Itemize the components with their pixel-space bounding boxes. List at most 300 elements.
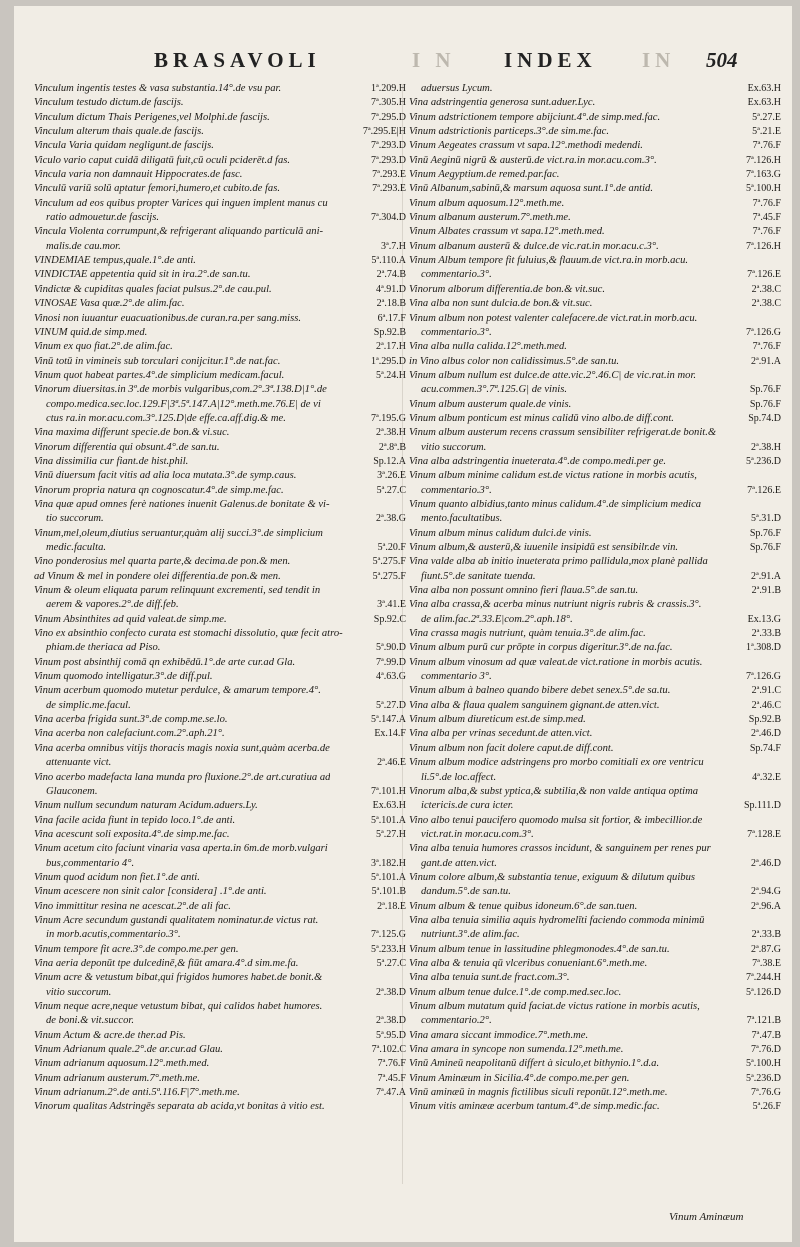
- entry-text: Vinum album aquosum.12°.meth.me.: [409, 197, 565, 209]
- index-entry: [34, 555, 406, 569]
- bleed-through-text: I N: [412, 48, 456, 72]
- entry-reference: Sp.92.C: [373, 613, 406, 625]
- entry-text: Vinum album tenue in lassitudine phlegmonodes.4°.de san.tu.: [409, 943, 670, 955]
- entry-text: VINOSAE Vasa quæ.2°.de alim.fac.: [34, 298, 185, 310]
- entry-text: Vino ponderosius mel quarta parte,& decima.de pon.& men.: [34, 556, 291, 568]
- entry-reference: [402, 842, 406, 856]
- entry-text: dandum.5°.de san.tu.: [421, 886, 511, 898]
- index-entry: [34, 268, 406, 282]
- entry-reference: [777, 656, 781, 670]
- entry-text: nutriunt.3°.de alim.fac.: [421, 929, 520, 941]
- entry-reference: 2ª.33.B: [751, 628, 781, 640]
- entry-reference: Sp.76.F: [749, 542, 781, 553]
- entry-reference: 4ª.91.D: [376, 283, 406, 295]
- entry-reference: 5ª.31.D: [751, 513, 781, 525]
- entry-text: Vinum Adrianum quale.2°.de ar.cur.ad Glau.: [34, 1044, 223, 1056]
- index-entry: [409, 484, 781, 498]
- index-entry: [34, 154, 406, 168]
- index-entry: [34, 857, 406, 871]
- index-entry: [409, 498, 781, 512]
- entry-reference: [402, 225, 406, 239]
- entry-text: ad Vinum & mel in pondere olei differentia.de pon.& men.: [34, 570, 281, 582]
- entry-reference: [777, 785, 781, 799]
- index-entry: [409, 283, 781, 297]
- index-entry: [409, 684, 781, 698]
- entry-reference: 7ª.126.E: [747, 269, 781, 281]
- index-entry: [409, 971, 781, 985]
- entry-text: Vinum album non facit dolere caput.de diff.cont.: [409, 742, 614, 754]
- entry-reference: [402, 1100, 406, 1114]
- entry-text: vict.rat.in mor.acu.com.3°.: [421, 828, 534, 840]
- index-entry: [409, 412, 781, 426]
- index-entry: [409, 986, 781, 1000]
- index-entry: [34, 96, 406, 110]
- index-entry: [34, 383, 406, 397]
- entry-text: Vinum Aegeates crassum vt sapa.12°.methodi medendi.: [409, 140, 643, 152]
- entry-reference: [777, 871, 781, 885]
- entry-text: Vinum album minus calidum dulci.de vinis.: [409, 527, 592, 539]
- index-entry: [409, 398, 781, 412]
- entry-text: Vinculum ingentis testes & vasa substantia.14°.de vsu par.: [34, 83, 282, 94]
- index-entry: [409, 670, 781, 684]
- entry-text: Vincula varia non damnauit Hippocrates.de fasc.: [34, 169, 243, 181]
- entry-reference: 7ª.293.E: [372, 169, 406, 181]
- entry-text: Vinum tempore fit acre.3°.de compo.me.per gen.: [34, 943, 239, 955]
- index-entry: [409, 842, 781, 856]
- index-entry: [34, 455, 406, 469]
- index-entry: [34, 182, 406, 196]
- entry-text: Vinorum alborum differentia.de bon.& vit.suc.: [409, 283, 605, 295]
- entry-reference: 7ª.76.F: [752, 197, 781, 209]
- entry-text: Vinum album vinosum ad quæ valeat.de vict.ratione in morbis acutis.: [409, 656, 703, 668]
- entry-text: Vinum album ponticum est minus calidū vino albo.de diff.cont.: [409, 412, 674, 424]
- entry-text: vitio succorum.: [46, 986, 112, 998]
- entry-text: Vinum & oleum eliquata parum relinquunt excrementi, sed tendit in: [34, 585, 321, 597]
- entry-text: Vina maxima differunt specie.de bon.& vi.suc.: [34, 427, 230, 439]
- index-entry: [409, 555, 781, 569]
- entry-reference: [777, 369, 781, 383]
- entry-reference: 2ª.8ª.B: [378, 441, 406, 453]
- entry-text: Vinculum ad eos quibus propter Varices qui inguen implent manus cu: [34, 197, 328, 209]
- entry-text: Vinum adrianum austerum.7°.meth.me.: [34, 1072, 200, 1084]
- index-entry: [34, 312, 406, 326]
- index-entry: [34, 871, 406, 885]
- entry-text: Vinū Aeginū nigrū & austerū.de vict.ra.in mor.acu.com.3°.: [409, 154, 657, 166]
- index-entry: [409, 197, 781, 211]
- entry-text: li.5°.de loc.affect.: [421, 771, 497, 783]
- entry-reference: 5ª.90.D: [376, 642, 406, 654]
- entry-text: Vina alba nulla calida.12°.meth.med.: [409, 341, 567, 353]
- entry-text: Vinum adstrictionis particeps.3°.de sim.me.fac.: [409, 126, 610, 138]
- index-entry: [34, 1000, 406, 1014]
- entry-text: Vino immittitur resina ne acescat.2°.de ali fac.: [34, 900, 231, 912]
- entry-text: Vinum acerbum quomodo mutetur perdulce, & amarum tempore.4°.: [34, 685, 321, 697]
- entry-reference: Ex.63.H: [747, 83, 781, 94]
- entry-reference: 1ª.308.D: [746, 642, 781, 654]
- entry-reference: Ex.63.H: [372, 800, 406, 812]
- index-entry: [34, 355, 406, 369]
- index-entry: [34, 398, 406, 412]
- entry-text: Vina acescunt soli exposita.4°.de simp.me.fac.: [34, 828, 230, 840]
- entry-text: tio succorum.: [46, 513, 104, 525]
- index-entry: [409, 154, 781, 168]
- entry-reference: 2ª.33.B: [751, 929, 781, 941]
- entry-reference: 2ª.87.G: [751, 943, 781, 955]
- entry-text: Vinum album tenue dulce.1°.de comp.med.sec.loc.: [409, 986, 622, 998]
- index-entry: [34, 584, 406, 598]
- index-entry: [409, 1086, 781, 1100]
- entry-text: Vinum adstrictionem tempore abijciunt.4°.de simp.med.fac.: [409, 111, 661, 123]
- index-entry: [34, 1072, 406, 1086]
- entry-text: Vina amara siccant immodice.7°.meth.me.: [409, 1029, 589, 1041]
- entry-text: Vinum album & tenue quibus idoneum.6°.de san.tuen.: [409, 900, 638, 912]
- index-entry: [409, 943, 781, 957]
- index-entry: [34, 756, 406, 770]
- index-entry: [34, 828, 406, 842]
- entry-reference: [402, 398, 406, 412]
- entry-text: Vinū diuersum facit vitis ad alia loca mutata.3°.de symp.caus.: [34, 470, 297, 482]
- index-entry: [34, 814, 406, 828]
- entry-reference: 7ª.125.G: [371, 929, 406, 941]
- entry-reference: 2ª.91.C: [751, 685, 781, 697]
- index-entry: [409, 613, 781, 627]
- entry-text: Vinū Albanum,sabinū,& marsum aquosa sunt.1°.de antid.: [409, 183, 653, 195]
- index-entry: [409, 383, 781, 397]
- entry-text: Vinum vitis aminææ acerbum tantum.4°.de simp.medic.fac.: [409, 1101, 660, 1113]
- entry-text: commentario.3°.: [421, 326, 492, 338]
- index-entry: [409, 627, 781, 641]
- entry-reference: 7ª.76.F: [752, 226, 781, 238]
- index-entry: [409, 469, 781, 483]
- index-entry: [34, 1086, 406, 1100]
- entry-reference: 7ª.163.G: [746, 169, 781, 181]
- entry-reference: 7ª.76.D: [751, 1044, 781, 1056]
- entry-text: acu.commen.3°.7ª.125.G| de vinis.: [421, 384, 567, 396]
- index-entry: [34, 111, 406, 125]
- entry-text: Vina valde alba ab initio inueterata primo pallidula,mox planè pallida: [409, 556, 708, 568]
- entry-reference: 7ª.99.D: [376, 656, 406, 668]
- entry-reference: [402, 742, 406, 756]
- index-entry: [34, 742, 406, 756]
- index-entry: [409, 713, 781, 727]
- entry-text: Vinum ex quo fiat.2°.de alim.fac.: [34, 341, 173, 353]
- index-entry: [409, 799, 781, 813]
- index-entry: [34, 326, 406, 340]
- index-entry: [34, 684, 406, 698]
- index-entry: [409, 1100, 781, 1114]
- index-entry: [34, 713, 406, 727]
- entry-text: Vinum quod acidum non fiet.1°.de anti.: [34, 871, 200, 883]
- entry-reference: [402, 627, 406, 641]
- entry-text: de simplic.me.facul.: [46, 699, 131, 711]
- entry-text: Vindictæ & cupiditas quales faciat pulsus.2°.de cau.pul.: [34, 283, 272, 295]
- entry-text: Vinum colore album,& substantia tenue, exiguum & dilutum quibus: [409, 871, 696, 883]
- index-entry: [34, 225, 406, 239]
- running-head-title: INDEX: [504, 48, 597, 72]
- index-entry: [409, 656, 781, 670]
- entry-reference: 5ª.21.E: [752, 126, 781, 138]
- entry-text: vitio succorum.: [421, 441, 487, 453]
- entry-text: VINDICTAE appetentia quid sit in ira.2°.de san.tu.: [34, 269, 251, 281]
- entry-reference: 2ª.46.D: [751, 728, 781, 740]
- entry-text: Vina alba adstringentia inueterata.4°.de compo.medi.per ge.: [409, 455, 667, 467]
- entry-reference: Sp.74.D: [748, 412, 781, 424]
- entry-text: Vinum album nullum est dulce.de atte.vic.2°.46.C| de vic.rat.in mor.: [409, 369, 697, 381]
- index-entry: [34, 469, 406, 483]
- entry-text: de boni.& vit.succor.: [46, 1015, 134, 1027]
- entry-text: Vina alba crassa,& acerba minus nutriunt nigris rubris & crassis.3°.: [409, 599, 702, 611]
- entry-reference: 4ª.63.G: [376, 671, 406, 683]
- entry-reference: Sp.76.F: [749, 384, 781, 396]
- entry-reference: [777, 814, 781, 828]
- entry-reference: 3ª.182.H: [371, 857, 406, 869]
- index-entry: [34, 340, 406, 354]
- entry-text: ictericis.de cura icter.: [421, 800, 514, 812]
- index-entry: [34, 699, 406, 713]
- entry-reference: 2ª.46.E: [377, 757, 406, 769]
- entry-reference: 7ª.47.B: [751, 1029, 781, 1041]
- index-entry: [409, 598, 781, 612]
- entry-reference: 2ª.18.B: [376, 298, 406, 310]
- entry-reference: 7ª.45.F: [377, 1072, 406, 1084]
- entry-text: Vina alba tenuia humores crassos incidunt, & sanguinem per renes pur: [409, 843, 711, 855]
- entry-reference: 7ª.126.H: [746, 154, 781, 166]
- index-entry: [409, 1043, 781, 1057]
- index-entry: [409, 426, 781, 440]
- entry-text: Vino ex absinthio confecto curata est stomachi dissolutio, quæ fecit atro-: [34, 628, 343, 640]
- entry-text: commentario.3°.: [421, 269, 492, 281]
- entry-text: fiunt.5°.de sanitate tuenda.: [421, 570, 536, 582]
- entry-text: Vina dissimilia cur fiant.de hist.phil.: [34, 455, 189, 467]
- entry-reference: [777, 426, 781, 440]
- entry-text: Vinum album minime calidum est.de victus ratione in morbis acutis,: [409, 470, 697, 482]
- index-entry: [409, 297, 781, 311]
- entry-reference: 7ª.293.D: [371, 154, 406, 166]
- index-entry: [34, 254, 406, 268]
- entry-reference: [402, 1000, 406, 1014]
- entry-text: Vinum acescere non sinit calor [considera] .1°.de anti.: [34, 886, 267, 898]
- index-entry: [34, 283, 406, 297]
- entry-reference: 5ª.101.B: [371, 886, 406, 898]
- entry-reference: Sp.92.B: [748, 714, 781, 726]
- index-entry: [409, 268, 781, 282]
- entry-reference: 5ª.275.F: [372, 570, 406, 582]
- entry-text: Vinum Aegyptium.de remed.par.fac.: [409, 169, 560, 181]
- index-entry: [34, 541, 406, 555]
- index-entry: [34, 125, 406, 139]
- entry-reference: 1ª.209.H: [371, 83, 406, 94]
- entry-text: ctus ra.in mor.acu.com.3°.125.D|de effe.ca.aff.dig.& me.: [46, 412, 286, 424]
- entry-text: Vinum adrianum aquosum.12°.meth.med.: [34, 1058, 210, 1070]
- index-entry: [409, 541, 781, 555]
- index-entry: [409, 871, 781, 885]
- index-entry: [34, 785, 406, 799]
- entry-reference: 5ª.275.F: [372, 556, 406, 568]
- entry-text: Vinculum alterum thais quale.de fascijs.: [34, 126, 204, 138]
- entry-reference: [777, 914, 781, 928]
- entry-text: Vinum post absinthij comā qn exhibēdū.1°.de arte cur.ad Gla.: [34, 656, 296, 668]
- entry-text: compo.medica.sec.loc.129.F|3ª.5ª.147.A|12°.meth.me.76.E| de vi: [46, 398, 321, 410]
- entry-reference: 7ª.47.A: [376, 1087, 406, 1099]
- index-entry: [409, 455, 781, 469]
- entry-reference: [777, 1000, 781, 1014]
- entry-reference: 3ª.26.E: [377, 470, 406, 482]
- entry-reference: 5ª.27.C: [376, 484, 406, 496]
- entry-reference: 5ª.100.H: [746, 183, 781, 195]
- index-entry: [34, 885, 406, 899]
- entry-text: Vincula Violenta corrumpunt,& refrigerant aliquando particulā ani-: [34, 226, 324, 238]
- entry-text: Vinum album austerum quale.de vinis.: [409, 398, 572, 410]
- index-entry: [34, 957, 406, 971]
- entry-text: Vinum album mutatum quid faciat.de victus ratione in morbis acutis,: [409, 1001, 700, 1012]
- entry-reference: 6ª.17.F: [377, 312, 406, 324]
- entry-text: Vina alba tenuia sunt.de fract.com.3°.: [409, 972, 570, 984]
- entry-reference: Sp.74.F: [749, 742, 781, 754]
- entry-text: Vinorum diuersitas.in 3º.de morbis vulgaribus,com.2°.3ª.138.D|1°.de: [34, 384, 327, 396]
- index-entry: [409, 240, 781, 254]
- index-entry: [409, 168, 781, 182]
- entry-text: Vina alba non possunt omnino fieri flaua.5°.de san.tu.: [409, 585, 639, 597]
- entry-text: in Vino albus color non calidissimus.5°.de san.tu.: [409, 355, 620, 367]
- entry-reference: 2ª.96.A: [751, 900, 781, 912]
- index-entry: [34, 412, 406, 426]
- entry-reference: Sp.76.F: [749, 398, 781, 410]
- index-entry: [409, 957, 781, 971]
- entry-reference: 2ª.38.C: [751, 283, 781, 295]
- index-entry: [34, 1043, 406, 1057]
- entry-text: Vinum album purū cur prōpte in corpus digeritur.3°.de na.fac.: [409, 642, 673, 654]
- entry-text: Vinum neque acre,neque vetustum bibat, qui calidos habet humores.: [34, 1001, 323, 1012]
- index-entry: [34, 484, 406, 498]
- entry-text: VINDEMIAE tempus,quale.1°.de anti.: [34, 255, 196, 267]
- entry-text: commentario.2°.: [421, 1015, 492, 1027]
- entry-text: Vinum quomodo intelligatur.3°.de diff.pul.: [34, 671, 213, 683]
- index-entry: [409, 1014, 781, 1028]
- index-entry: [34, 512, 406, 526]
- entry-reference: 7ª.126.G: [746, 671, 781, 683]
- entry-reference: 7ª.76.F: [752, 341, 781, 353]
- entry-text: Vinum album austerum recens crassum sensibiliter refrigerat.de bonit.&: [409, 427, 717, 439]
- entry-reference: [777, 312, 781, 326]
- entry-reference: 2ª.38.D: [376, 986, 406, 998]
- index-entry: [34, 928, 406, 942]
- entry-text: commentario.3°.: [421, 484, 492, 496]
- entry-reference: 7ª.102.C: [371, 1044, 406, 1056]
- entry-text: Vinum Absinthites ad quid valeat.de simp.me.: [34, 613, 227, 625]
- entry-text: Vinorum alba,& subst yptica,& subtilia,& non valde antiqua optima: [409, 785, 699, 797]
- entry-text: gant.de atten.vict.: [421, 857, 497, 869]
- entry-text: Vinum albanum austerū & dulce.de vic.rat.in mor.acu.c.3°.: [409, 240, 659, 252]
- entry-reference: [777, 469, 781, 483]
- entry-reference: Sp.111.D: [743, 800, 781, 812]
- index-entry: [409, 785, 781, 799]
- index-entry: [34, 1029, 406, 1043]
- index-entry: [409, 326, 781, 340]
- entry-text: malis.de cau.mor.: [46, 240, 121, 252]
- index-entry: [34, 986, 406, 1000]
- entry-text: Vinum quanto albidius,tanto minus calidum.4°.de simplicium medica: [409, 498, 702, 510]
- page-number: 504: [706, 48, 738, 72]
- entry-text: Vinorum qualitas Adstringēs separata ab acida,vt bonitas à vitio est.: [34, 1101, 325, 1113]
- entry-text: Vinum album diureticum est.de simp.med.: [409, 714, 586, 726]
- entry-reference: 5ª.20.F: [377, 542, 406, 553]
- index-entry: [34, 570, 406, 584]
- entry-reference: 7ª.128.E: [747, 828, 781, 840]
- entry-reference: 7ª.126.G: [746, 326, 781, 338]
- index-entry: [409, 527, 781, 541]
- index-entry: [409, 570, 781, 584]
- entry-text: Vinū Amineū neapolitanū differt à siculo,et bithynio.1°.d.a.: [409, 1058, 660, 1070]
- index-entry: [409, 727, 781, 741]
- entry-reference: 5ª.27.E: [752, 111, 781, 123]
- entry-reference: 5ª.27.C: [376, 957, 406, 969]
- entry-text: Vinum acre & vetustum bibat,qui frigidos humores habet.de bonit.&: [34, 972, 323, 984]
- entry-text: Vinum,mel,oleum,diutius seruantur,quàm alij succi.3°.de simplicium: [34, 527, 323, 539]
- index-entry: [34, 971, 406, 985]
- entry-text: medic.faculta.: [46, 542, 107, 553]
- entry-text: Vinum quot habeat partes.4°.de simplicium medicam.facul.: [34, 369, 285, 381]
- index-entry: [34, 211, 406, 225]
- entry-text: Vinum Acre secundum gustandi qualitatem nominatur.de victus rat.: [34, 914, 319, 926]
- entry-text: Vinum Albates crassum vt sapa.12°.meth.med.: [409, 226, 605, 238]
- entry-reference: [402, 771, 406, 785]
- entry-text: Vina acerba omnibus vitijs thoracis magis noxia sunt,quàm acerba.de: [34, 742, 330, 754]
- entry-text: Vinum Actum & acre.de ther.ad Pis.: [34, 1029, 186, 1041]
- entry-reference: 2ª.18.E: [377, 900, 406, 912]
- index-entry: [409, 1072, 781, 1086]
- entry-text: Vina quæ apud omnes ferè nationes inuenit Galenus.de bonitate & vi-: [34, 498, 330, 510]
- entry-text: aerem & vapores.2°.de diff.feb.: [46, 599, 179, 611]
- index-entry: [409, 254, 781, 268]
- entry-text: Vinum albanum austerum.7°.meth.me.: [409, 212, 571, 224]
- entry-text: Vina acerba non calefaciunt.com.2°.aph.21°.: [34, 728, 225, 740]
- entry-text: Viculo vario caput cuidā diligatū fuit,cū oculi pciderēt.d fas.: [34, 154, 291, 166]
- index-entry: [409, 125, 781, 139]
- entry-reference: 7ª.121.B: [746, 1015, 781, 1027]
- entry-reference: Sp.92.B: [373, 326, 406, 338]
- entry-text: in morb.acutis,commentario.3°.: [46, 929, 181, 941]
- entry-text: Vinum album non potest valenter calefacere.de vict.rat.in morb.acu.: [409, 312, 698, 324]
- entry-text: bus,commentario 4°.: [46, 857, 135, 869]
- entry-text: Glauconem.: [46, 785, 98, 797]
- entry-text: attenuante vict.: [46, 757, 112, 769]
- index-entry: [409, 225, 781, 239]
- entry-text: Vinum Album tempore fit fuluius,& flauum.de vict.ra.in morb.acu.: [409, 255, 689, 267]
- entry-reference: 2ª.38.C: [751, 298, 781, 310]
- entry-text: Vinosi non iuuantur euacuationibus.de curan.ra.per sang.miss.: [34, 312, 301, 324]
- entry-reference: 7ª.293.E: [372, 183, 406, 195]
- entry-reference: [777, 555, 781, 569]
- index-entry: [34, 426, 406, 440]
- entry-reference: 7ª.76.F: [377, 1058, 406, 1070]
- entry-text: Vinculum dictum Thais Perigenes,vel Molphi.de fascijs.: [34, 111, 270, 123]
- entry-text: Vinū totū in vimineis sub torculari conijcitur.1°.de nat.fac.: [34, 355, 281, 367]
- index-column-left: [34, 82, 406, 1115]
- index-entry: [409, 369, 781, 383]
- entry-reference: 2ª.38.D: [376, 1015, 406, 1027]
- entry-reference: 2ª.17.H: [376, 341, 406, 353]
- entry-text: Vinum acetum cito faciunt vinaria vasa aperta.in 6m.de morb.vulgari: [34, 843, 328, 855]
- entry-text: Vina amara in syncope non sumenda.12°.meth.me.: [409, 1044, 624, 1056]
- index-entry: [409, 914, 781, 928]
- entry-text: VINUM quid.de simp.med.: [34, 326, 148, 338]
- index-entry: [409, 857, 781, 871]
- entry-reference: [777, 842, 781, 856]
- entry-reference: 7ª.45.F: [752, 212, 781, 224]
- entry-text: phiam.de theriaca ad Piso.: [46, 642, 161, 654]
- entry-text: Vinū aminæū in magnis fictilibus siculi reponūt.12°.meth.me.: [409, 1087, 668, 1099]
- entry-reference: 5ª.126.D: [746, 986, 781, 998]
